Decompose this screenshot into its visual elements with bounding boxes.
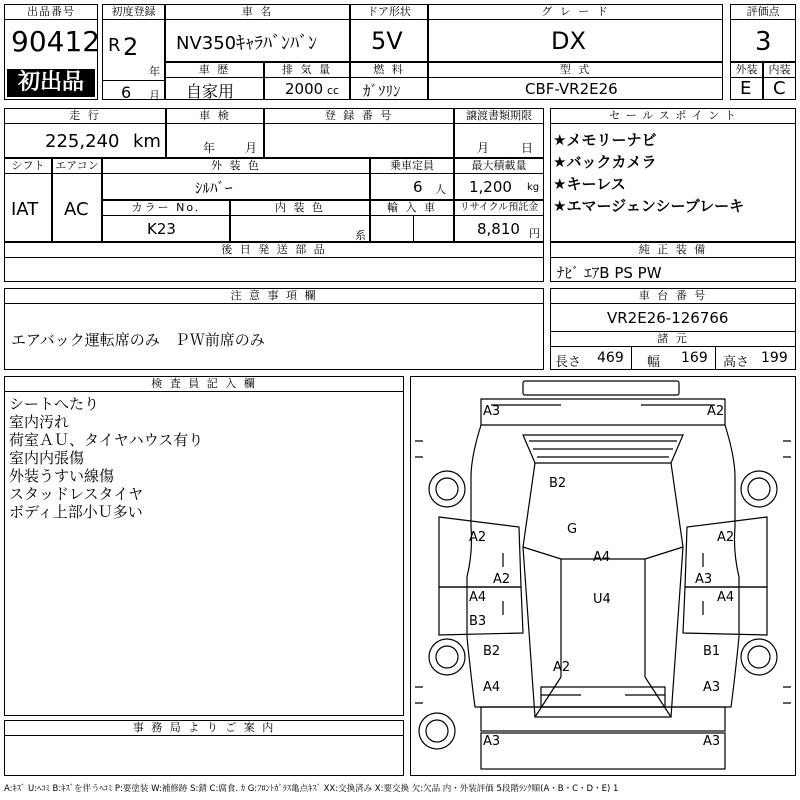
car-name-box	[165, 4, 350, 62]
mileage-label: 走 行	[5, 109, 165, 124]
damage-mark: A4	[483, 680, 501, 695]
damage-mark: B2	[483, 644, 501, 659]
mileage-unit: km	[133, 131, 161, 152]
displacement-box	[264, 62, 350, 100]
fuel-box	[350, 62, 428, 100]
damage-diagram-box	[410, 376, 796, 776]
vehicle-diagram	[411, 377, 795, 775]
load-box	[454, 158, 544, 200]
inspector-note: シートへたり	[9, 395, 100, 413]
interior-color-box	[230, 200, 370, 242]
score: 3	[755, 27, 772, 57]
ac: AC	[64, 199, 89, 220]
plate-box	[264, 108, 454, 158]
length: 469	[597, 350, 624, 366]
damage-mark: A4	[593, 550, 611, 565]
chassis-box	[550, 288, 796, 370]
capacity-box	[370, 158, 454, 200]
era-year: 2	[123, 33, 139, 61]
capacity-unit: 人	[435, 183, 446, 196]
ext-grade-box	[730, 62, 763, 100]
chassis-number: VR2E26-126766	[607, 309, 729, 327]
sales-points-label: セ ー ル ス ポ イ ン ト	[551, 109, 795, 124]
shift-box	[4, 158, 52, 242]
cc-unit: cc	[327, 84, 340, 97]
color-label: 外 装 色	[103, 159, 369, 174]
sales-points-box	[550, 108, 796, 242]
recycle-box	[454, 200, 544, 242]
car-name-label: 車 名	[166, 5, 349, 20]
shipping-parts-label: 後 日 発 送 部 品	[5, 243, 543, 258]
inspection-box	[166, 108, 264, 158]
recycle-unit: 円	[529, 227, 540, 240]
chassis-label: 車 台 番 号	[551, 289, 795, 304]
displacement: 2000	[285, 80, 324, 98]
exterior-color: ｼﾙﾊﾞｰ	[195, 179, 233, 197]
score-label: 評価点	[731, 5, 795, 20]
inspector-notes-list	[9, 395, 203, 521]
shipping-parts-box	[4, 242, 544, 282]
height: 199	[761, 350, 788, 366]
history-label: 車 歴	[166, 63, 263, 78]
inspection-year-unit: 年	[203, 141, 216, 155]
damage-mark: G	[567, 522, 578, 537]
length-label: 長さ	[555, 355, 582, 370]
damage-mark: A3	[483, 404, 501, 419]
model-label: 型 式	[429, 63, 722, 78]
width: 169	[681, 350, 708, 366]
max-load: 1,200	[469, 178, 512, 196]
damage-mark: A3	[483, 734, 501, 749]
inspector-note: 室内汚れ	[9, 413, 70, 431]
inspection-label: 車 検	[167, 109, 263, 124]
damage-mark: U4	[593, 592, 611, 607]
width-label: 幅	[647, 355, 661, 370]
import-label: 輸 入 車	[371, 201, 453, 216]
ext-grade: E	[740, 78, 752, 99]
displacement-label: 排 気 量	[265, 63, 349, 78]
shift: IAT	[11, 199, 39, 220]
first-registration-label: 初度登録	[103, 5, 164, 20]
inspection-month-unit: 月	[245, 141, 258, 155]
int-grade-box	[763, 62, 796, 100]
damage-mark: A2	[553, 660, 571, 675]
door-label: ドア形状	[351, 5, 427, 20]
damage-mark: B2	[549, 476, 567, 491]
damage-mark: A2	[469, 530, 487, 545]
notes-box	[4, 288, 544, 370]
model: CBF-VR2E26	[525, 80, 618, 98]
fuel: ｶﾞｿﾘﾝ	[363, 82, 401, 100]
lot-number: 90412	[11, 25, 101, 58]
inspector-notes-box	[4, 376, 404, 716]
history: 自家用	[186, 82, 235, 101]
score-box	[730, 4, 796, 62]
ac-box	[52, 158, 102, 242]
legend: A:ｷｽﾞ U:ﾍｺﾐ B:ｷｽﾞを伴うﾍｺﾐ P:要塗装 W:補修跡 S:錆 C:腐食. ｶ G:ﾌﾛﾝﾄｶﾞﾗｽ亀点ｷｽﾞ XX:交換済み X:要交換 欠:欠品 内・外装評価 5段階ﾗﾝｸ順(A・B・C・D・E) 1	[4, 784, 619, 794]
era: R	[108, 35, 121, 56]
mileage-box	[4, 108, 166, 158]
color-number-box	[102, 200, 230, 242]
first-listing-badge: 初出品	[7, 69, 95, 97]
transfer-month-unit: 月	[477, 141, 490, 155]
ac-label: エアコン	[53, 159, 101, 174]
car-name: NV350ｷｬﾗﾊﾞﾝﾊﾞﾝ	[176, 33, 318, 54]
damage-mark: A4	[717, 590, 735, 605]
history-box	[165, 62, 264, 100]
interior-color-label: 内 装 色	[231, 201, 369, 216]
int-grade-label: 内装	[764, 63, 795, 78]
transfer-deadline-box	[454, 108, 544, 158]
plate-label: 登 録 番 号	[265, 109, 453, 124]
damage-mark: B3	[469, 614, 487, 629]
recycle-fee: 8,810	[477, 220, 520, 238]
office-notice-label: 事 務 局 よ り ご 案 内	[5, 721, 403, 736]
sales-point: ★エマージェンシーブレーキ	[553, 197, 745, 215]
inspector-note: ボディ上部小Ｕ多い	[9, 503, 143, 521]
inspector-note: 外装うすい線傷	[9, 467, 115, 485]
inspector-note: スタッドレスタイヤ	[9, 485, 144, 503]
equipment-box	[550, 242, 796, 282]
damage-mark: B1	[703, 644, 721, 659]
import-box	[370, 200, 454, 242]
transfer-day-unit: 日	[521, 141, 534, 155]
first-registration-month: 6	[121, 83, 132, 102]
capacity-label: 乗車定員	[371, 159, 453, 174]
load-label: 最大積載量	[455, 159, 543, 174]
first-registration-box	[102, 4, 165, 100]
damage-mark: A3	[703, 734, 721, 749]
capacity: 6	[413, 178, 423, 196]
damage-mark: A3	[695, 572, 713, 587]
equipment: ﾅﾋﾞ ｴｱB PS PW	[557, 264, 662, 282]
door-type: 5V	[371, 27, 403, 55]
lot-number-box	[4, 4, 101, 100]
damage-mark: A2	[717, 530, 735, 545]
notes: エアバック運転席のみ ＰＷ前席のみ	[11, 331, 265, 349]
color-number-label: カラー No.	[103, 201, 229, 216]
damage-mark: A3	[703, 680, 721, 695]
month-unit: 月	[149, 89, 160, 102]
damage-mark: A2	[707, 404, 725, 419]
equipment-label: 純 正 装 備	[551, 243, 795, 258]
sales-points-list	[553, 129, 744, 217]
sales-point: ★キーレス	[553, 175, 626, 193]
inspector-note: 荷室ＡＵ、タイヤハウス有り	[9, 431, 204, 449]
damage-mark: A2	[493, 572, 511, 587]
dimensions-label: 諸 元	[551, 331, 795, 347]
sales-point: ★メモリーナビ	[553, 131, 657, 149]
office-notice-box	[4, 720, 404, 776]
height-label: 高さ	[723, 355, 750, 370]
mileage: 225,240	[45, 131, 120, 152]
year-unit: 年	[149, 65, 160, 78]
damage-mark: A4	[469, 590, 487, 605]
recycle-label: リサイクル預託金	[455, 201, 543, 216]
door-box	[350, 4, 428, 62]
grade-label: グ レ ー ド	[429, 5, 722, 20]
model-box	[428, 62, 723, 100]
transfer-deadline-label: 譲渡書類期限	[455, 109, 543, 124]
inspector-note: 室内内張傷	[9, 449, 85, 467]
notes-label: 注 意 事 項 欄	[5, 289, 543, 304]
shift-label: シフト	[5, 159, 51, 174]
lot-number-label: 出品番号	[5, 5, 97, 20]
ext-grade-label: 外装	[731, 63, 762, 78]
interior-color-unit: 系	[355, 229, 366, 242]
int-grade: C	[773, 78, 786, 99]
fuel-label: 燃 料	[351, 63, 427, 78]
color-number: K23	[147, 220, 176, 238]
color-box	[102, 158, 370, 200]
grade-box	[428, 4, 723, 62]
inspector-notes-label: 検 査 員 記 入 欄	[5, 377, 403, 392]
sales-point: ★バックカメラ	[553, 153, 657, 171]
load-unit: kg	[527, 182, 540, 193]
grade: DX	[551, 27, 586, 55]
